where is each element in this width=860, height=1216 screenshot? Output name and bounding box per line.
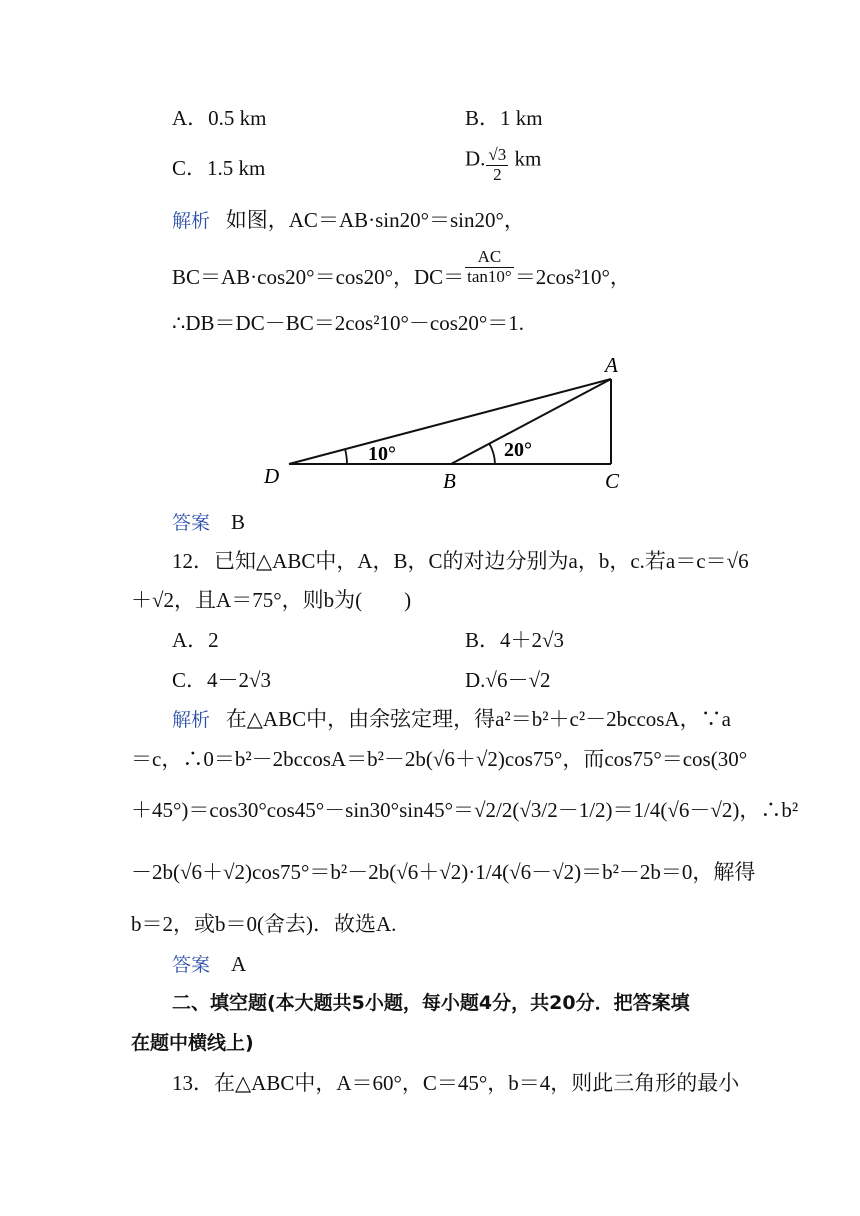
q11-answer-label: 答案 [172,512,211,534]
angle-arc-d [345,449,347,464]
q11-option-c: C．1.5 km [172,156,266,180]
angle-label-d: 10° [368,443,396,465]
vertex-label-a: A [605,353,618,377]
q11-answer-value: B [231,510,246,534]
q11-analysis-line3: ∴DB＝DC－BC＝2cos²10°－cos20°＝1. [172,311,525,335]
q11-analysis-line1 [172,210,525,231]
q11-analysis-text2a: BC＝AB·cos20°＝cos20°，DC＝ [172,265,465,289]
vertex-label-d: D [264,464,280,488]
q11-fraction-den: tan10° [467,266,512,286]
triangle-figure [255,350,635,495]
q12-option-a: A．2 [172,628,219,652]
q11-analysis-label: 解析 [172,210,211,232]
q12-stem-line2: ＋√2，且A＝75°，则b为( ) [131,588,412,612]
vertex-label-b: B [443,469,456,493]
q11-fraction [465,248,514,286]
q11-option-d-unit: km [514,146,542,171]
q12-analysis-line5: b＝2，或b＝0(舍去)．故选A. [131,912,397,936]
q11-analysis-line2 [172,247,631,289]
vertex-label-c: C [605,469,620,493]
line-da [289,379,611,464]
q12-analysis-line3: ＋45°)＝cos30°cos45°－sin30°sin45°＝√2/2(√3/2－1/2)＝1/4(√6－√2)，∴b² [131,798,799,822]
q11-analysis-text1: 如图，AC＝AB·sin20°＝sin20°， [225,208,525,232]
q12-stem-line1: 12．已知△ABC中，A，B，C的对边分别为a，b，c.若a＝c＝√6 [172,549,749,573]
q12-answer-value: A [231,952,247,976]
q11-option-d-prefix: D. [465,146,486,171]
q11-option-a: A．0.5 km [172,106,267,130]
q12-answer [172,954,246,975]
q12-analysis-line1 [172,709,731,730]
q11-option-b: B．1 km [465,106,543,130]
angle-label-b: 20° [504,439,532,461]
q12-analysis-line4: －2b(√6＋√2)cos75°＝b²－2b(√6＋√2)·1/4(√6－√2)＝b²－2b＝0，解得 [131,860,756,884]
q12-option-d: D.√6－√2 [465,668,551,692]
q12-option-c: C．4－2√3 [172,668,272,692]
q12-analysis-label: 解析 [172,709,211,731]
q12-option-b: B．4＋2√3 [465,628,565,652]
angle-arc-b [489,443,495,464]
q13-stem-line1: 13．在△ABC中，A＝60°，C＝45°，b＝4，则此三角形的最小 [172,1071,740,1095]
q12-analysis-text1: 在△ABC中，由余弦定理，得a²＝b²＋c²－2bccosA，∵a [225,707,731,731]
section2-line2: 在题中横线上) [131,1032,254,1054]
q11-fraction-num: AC [465,248,514,268]
q12-answer-label: 答案 [172,954,211,976]
q12-analysis-line2: ＝c，∴0＝b²－2bccosA＝b²－2b(√6＋√2)cos75°，而cos75°＝cos(30° [131,747,748,771]
q11-option-d: D. $\frac{√3}{2}$ km [465,145,542,184]
q11-answer [172,512,245,533]
q11-analysis-text2b: ＝2cos²10°， [514,265,631,289]
section2-line1: 二、填空题(本大题共5小题，每小题4分，共20分．把答案填 [172,992,690,1014]
